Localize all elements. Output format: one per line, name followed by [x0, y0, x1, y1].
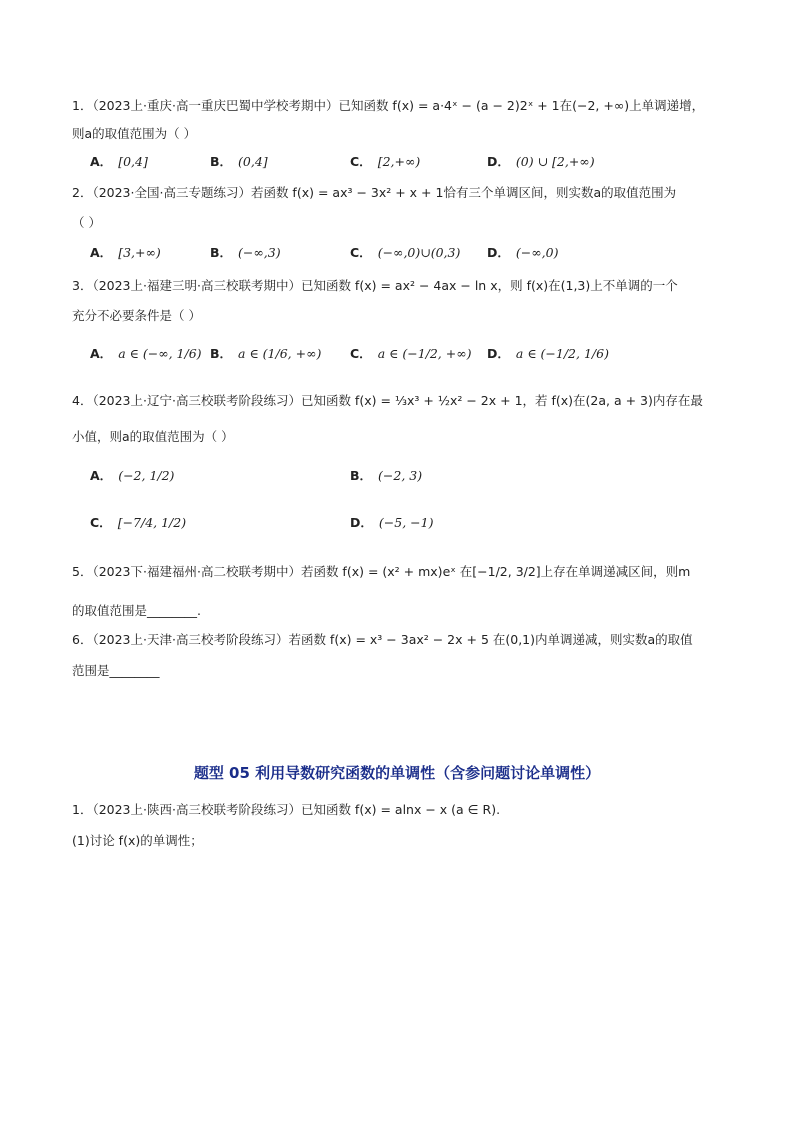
option-text: [2,+∞) [377, 154, 421, 169]
option-text: a ∈ (−1/2, 1/6) [515, 346, 609, 361]
option-text: [3,+∞) [118, 245, 161, 260]
q1-stem-line2: 则a的取值范围为（ ） [72, 126, 197, 141]
q1-stem-line1: 1．（2023上·重庆·高一重庆巴蜀中学校考期中）已知函数 f(x) = a·4ˣ − (a − 2)2ˣ + 1在(−2, +∞)上单调递增， [72, 98, 705, 113]
option-label: A． [90, 245, 113, 260]
q1-option-c[interactable] [350, 153, 420, 171]
option-text: (−2, 3) [378, 468, 423, 483]
q1-option-d[interactable] [487, 153, 595, 171]
option-text: [−7/4, 1/2) [117, 515, 187, 530]
option-label: A． [90, 154, 113, 169]
option-label: D． [350, 515, 373, 530]
option-label: B． [350, 468, 373, 483]
q3-option-b[interactable] [210, 345, 321, 363]
q4-stem-line1: 4．（2023上·辽宁·高三校联考阶段练习）已知函数 f(x) = ⅓x³ + ½x² − 2x + 1，若 f(x)在(2a, a + 3)内存在最 [72, 393, 703, 408]
option-text: [0,4] [118, 154, 148, 169]
option-label: C． [90, 515, 112, 530]
option-label: C． [350, 245, 372, 260]
q3-stem-line1: 3．（2023上·福建三明·高三校联考期中）已知函数 f(x) = ax² − 4ax − ln x，则 f(x)在(1,3)上不单调的一个 [72, 278, 678, 293]
option-label: B． [210, 154, 233, 169]
option-label: D． [487, 245, 510, 260]
section-heading: 题型 05 利用导数研究函数的单调性（含参问题讨论单调性） [193, 764, 601, 782]
q3-option-a[interactable] [90, 345, 202, 363]
option-label: A． [90, 468, 113, 483]
option-label: C． [350, 346, 372, 361]
q3-option-d[interactable] [487, 345, 609, 363]
option-label: B． [210, 245, 233, 260]
option-label: D． [487, 346, 510, 361]
q1-option-b[interactable] [210, 153, 268, 171]
q3-option-c[interactable] [350, 345, 472, 363]
option-text: a ∈ (1/6, +∞) [238, 346, 322, 361]
option-text: a ∈ (−∞, 1/6) [118, 346, 202, 361]
option-label: A． [90, 346, 113, 361]
q4-option-c[interactable] [90, 514, 186, 532]
q2-option-b[interactable] [210, 244, 281, 262]
q4-stem-line2: 小值，则a的取值范围为（ ） [72, 429, 234, 444]
option-label: C． [350, 154, 372, 169]
q5-stem-line2: 的取值范围是________. [72, 603, 201, 618]
q3-stem-line2: 充分不必要条件是（ ） [72, 308, 201, 323]
q4-option-d[interactable] [350, 514, 433, 532]
option-text: (−5, −1) [378, 515, 434, 530]
q4-option-a[interactable] [90, 467, 174, 485]
q4-option-b[interactable] [350, 467, 422, 485]
q5-stem-line1: 5．（2023下·福建福州·高二校联考期中）若函数 f(x) = (x² + mx)eˣ 在[−1/2, 3/2]上存在单调递减区间，则m [72, 564, 691, 579]
option-text: a ∈ (−1/2, +∞) [377, 346, 472, 361]
option-text: (−2, 1/2) [118, 468, 175, 483]
option-text: (0,4] [238, 154, 268, 169]
q2-option-d[interactable] [487, 244, 558, 262]
q2-option-a[interactable] [90, 244, 161, 262]
option-text: (0) ∪ [2,+∞) [515, 154, 595, 169]
q1-option-a[interactable] [90, 153, 148, 171]
q6-stem-line1: 6．（2023上·天津·高三校考阶段练习）若函数 f(x) = x³ − 3ax² − 2x + 5 在(0,1)内单调递减，则实数a的取值 [72, 632, 693, 647]
s1-stem-line1: 1．（2023上·陕西·高三校联考阶段练习）已知函数 f(x) = alnx − x (a ∈ R). [72, 802, 501, 817]
option-label: B． [210, 346, 233, 361]
option-label: D． [487, 154, 510, 169]
option-text: (−∞,0)∪(0,3) [377, 245, 461, 260]
s1-subquestion-1: (1)讨论 f(x)的单调性； [72, 833, 203, 848]
q2-option-c[interactable] [350, 244, 460, 262]
q6-stem-line2: 范围是________ [72, 663, 160, 678]
q2-stem-line2: （ ） [72, 215, 101, 230]
option-text: (−∞,0) [515, 245, 559, 260]
option-text: (−∞,3) [238, 245, 281, 260]
q2-stem-line1: 2．（2023·全国·高三专题练习）若函数 f(x) = ax³ − 3x² + x + 1恰有三个单调区间，则实数a的取值范围为 [72, 185, 677, 200]
